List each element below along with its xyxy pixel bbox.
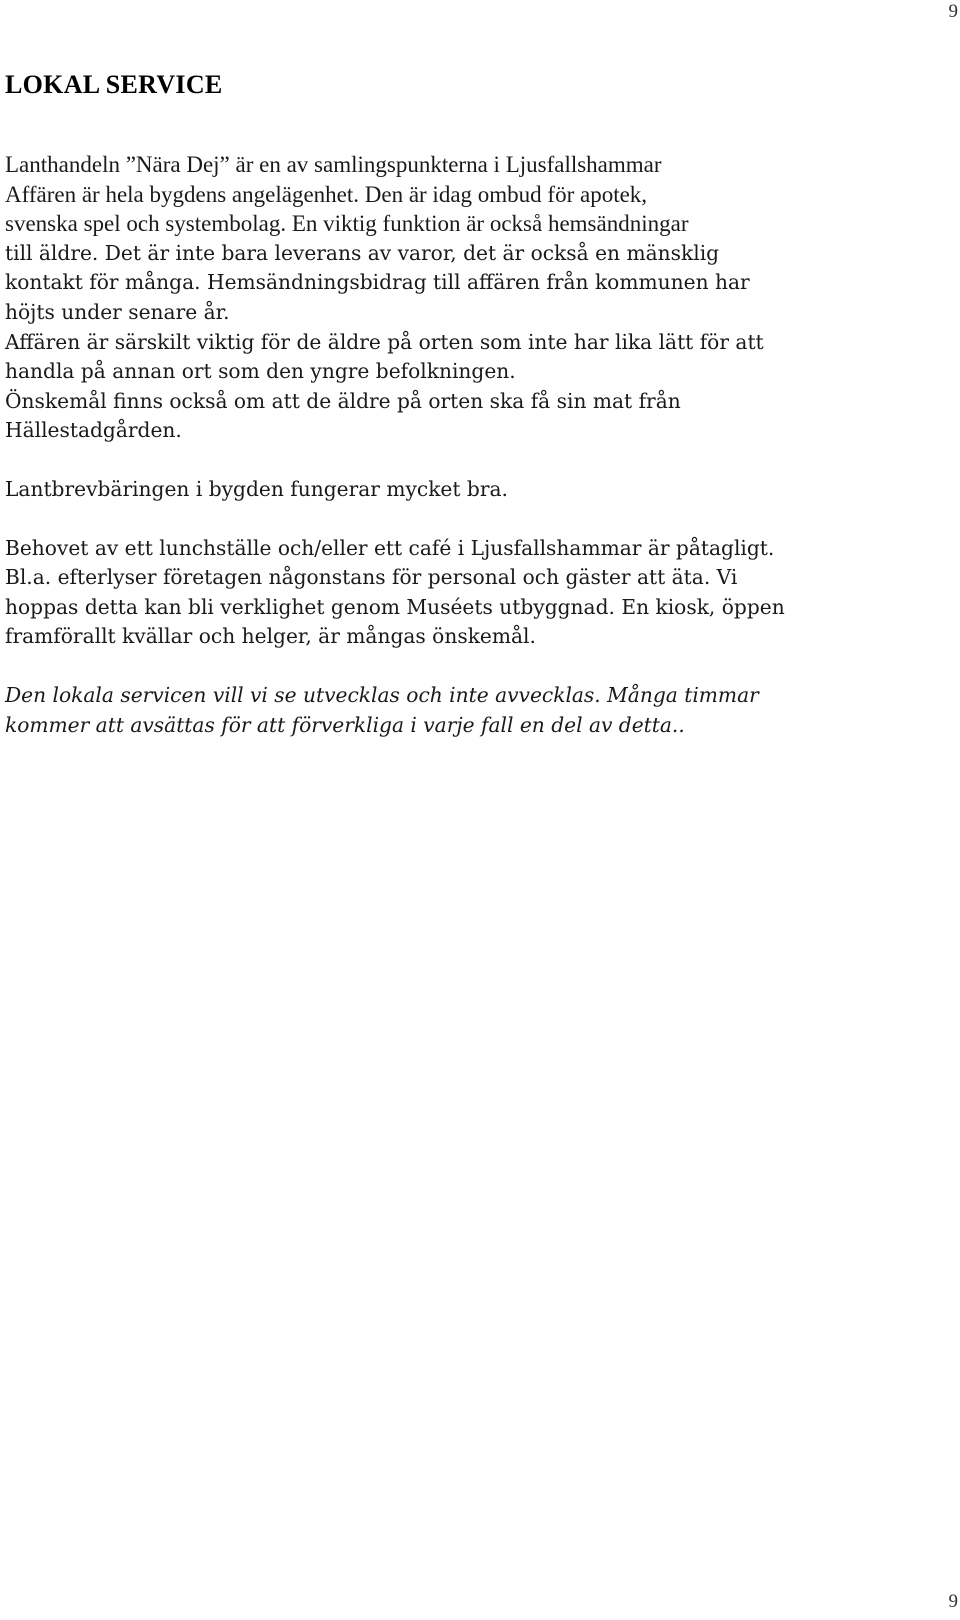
paragraph-service-shop [5, 150, 953, 446]
page-number-top: 9 [948, 1, 958, 22]
paragraph-lunch-cafe [5, 534, 953, 652]
text-line: hoppas detta kan bli verklighet genom Muséets utbyggnad. En kiosk, öppen [5, 594, 785, 619]
text-line: Affären är särskilt viktig för de äldre på orten som inte har lika lätt för att [5, 329, 764, 354]
text-line: Behovet av ett lunchställe och/eller ett café i Ljusfallshammar är påtagligt. [5, 535, 775, 560]
paragraph-gap [5, 505, 953, 534]
text-line: Affären är hela bygdens angelägenhet. Den är idag ombud för apotek, [5, 181, 648, 207]
paragraph-closing-italic [5, 681, 953, 740]
text-line: handla på annan ort som den yngre befolkningen. [5, 359, 516, 384]
paragraph-gap [5, 446, 953, 475]
document-body [5, 150, 953, 740]
section-heading: LOKAL SERVICE [5, 70, 223, 99]
text-line: Lantbrevbäringen i bygden fungerar mycket bra. [5, 476, 508, 501]
text-line: till äldre. Det är inte bara leverans av varor, det är också en mänsklig [5, 240, 720, 265]
text-line: kontakt för många. Hemsändningsbidrag till affären från kommunen har [5, 270, 750, 295]
text-line: Lanthandeln ”Nära Dej” är en av samlingspunkterna i Ljusfallshammar [5, 152, 662, 177]
text-line: framförallt kvällar och helger, är mångas önskemål. [5, 624, 536, 649]
text-line: Den lokala servicen vill vi se utvecklas och inte avvecklas. Många timmar [5, 682, 759, 707]
text-line: Hällestadgården. [5, 418, 182, 443]
paragraph-mail-service [5, 475, 953, 505]
text-line: Önskemål finns också om att de äldre på orten ska få sin mat från [5, 388, 681, 413]
text-line: höjts under senare år. [5, 299, 230, 324]
page-number-bottom: 9 [948, 1591, 958, 1612]
paragraph-gap [5, 652, 953, 681]
text-line: svenska spel och systembolag. En viktig funktion är också hemsändningar [5, 211, 689, 237]
text-line: kommer att avsättas för att förverkliga i varje fall en del av detta.. [5, 712, 685, 737]
text-line: Bl.a. efterlyser företagen någonstans för personal och gäster att äta. Vi [5, 565, 738, 590]
